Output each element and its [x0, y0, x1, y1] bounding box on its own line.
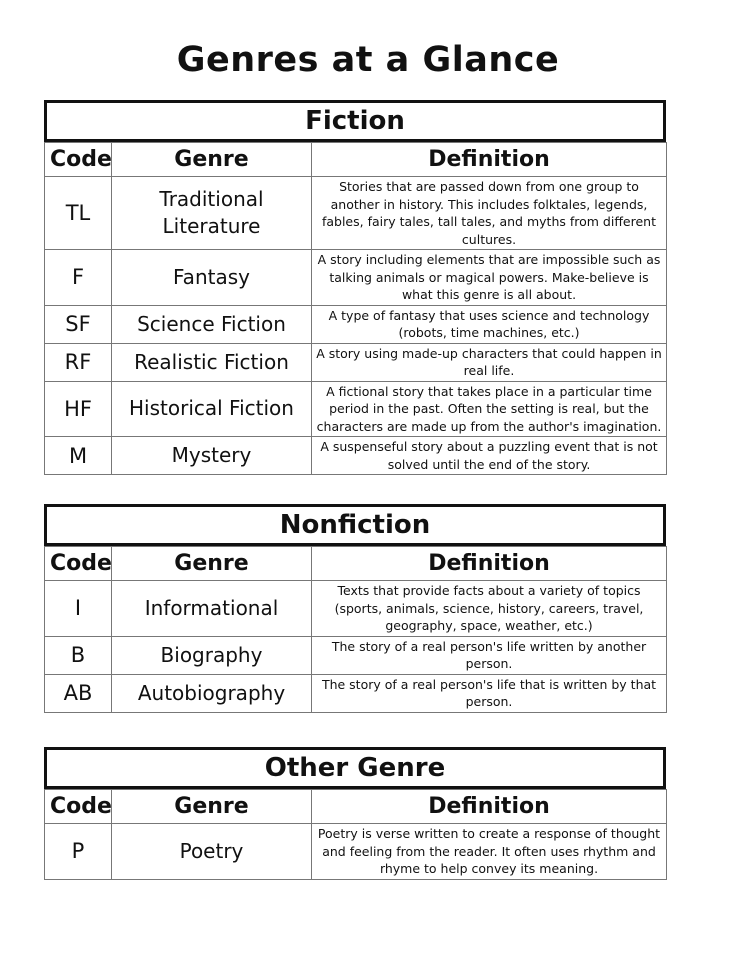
- genre-column-header: Genre: [112, 790, 312, 824]
- genre-code: HF: [45, 381, 112, 437]
- table-row: [45, 250, 667, 306]
- genre-name: Science Fiction: [112, 305, 312, 343]
- genre-name: Informational: [112, 581, 312, 637]
- genre-definition: The story of a real person's life written by another person.: [312, 636, 667, 674]
- genre-name: Biography: [112, 636, 312, 674]
- code-column-header: Code: [45, 547, 112, 581]
- table-row: [45, 437, 667, 475]
- nonfiction-section: [44, 504, 666, 713]
- page-title: Genres at a Glance: [176, 40, 560, 80]
- code-column-header: Code: [45, 790, 112, 824]
- other-genre-table: [44, 789, 667, 880]
- genre-name: Traditional Literature: [112, 177, 312, 250]
- nonfiction-header: Nonfiction: [44, 504, 666, 546]
- definition-column-header: Definition: [312, 790, 667, 824]
- genre-code: B: [45, 636, 112, 674]
- fiction-table: [44, 142, 667, 475]
- genre-definition: Texts that provide facts about a variety of topics (sports, animals, science, history, careers, travel, geography, space, weather, etc.): [312, 581, 667, 637]
- genre-code: SF: [45, 305, 112, 343]
- table-row: [45, 824, 667, 880]
- genre-code: RF: [45, 343, 112, 381]
- genre-definition: Poetry is verse written to create a response of thought and feeling from the reader. It often uses rhythm and rhyme to help convey its meaning.: [312, 824, 667, 880]
- table-row: [45, 343, 667, 381]
- genre-code: TL: [45, 177, 112, 250]
- table-header-row: [45, 790, 667, 824]
- genre-name: Realistic Fiction: [112, 343, 312, 381]
- genre-code: I: [45, 581, 112, 637]
- definition-column-header: Definition: [312, 143, 667, 177]
- table-row: [45, 381, 667, 437]
- genre-definition: A fictional story that takes place in a particular time period in the past. Often the setting is real, but the characters are made up from the author's imagination.: [312, 381, 667, 437]
- genre-code: F: [45, 250, 112, 306]
- genre-code: AB: [45, 674, 112, 712]
- table-row: [45, 177, 667, 250]
- nonfiction-table: [44, 546, 667, 713]
- genre-definition: A story using made-up characters that could happen in real life.: [312, 343, 667, 381]
- genre-definition: A suspenseful story about a puzzling event that is not solved until the end of the story.: [312, 437, 667, 475]
- genre-code: M: [45, 437, 112, 475]
- table-header-row: [45, 143, 667, 177]
- genre-column-header: Genre: [112, 143, 312, 177]
- genre-name: Historical Fiction: [112, 381, 312, 437]
- genre-name: Autobiography: [112, 674, 312, 712]
- table-row: [45, 305, 667, 343]
- genre-definition: A story including elements that are impossible such as talking animals or magical powers. Make-believe is what this genre is all about.: [312, 250, 667, 306]
- definition-column-header: Definition: [312, 547, 667, 581]
- genre-code: P: [45, 824, 112, 880]
- genre-column-header: Genre: [112, 547, 312, 581]
- genre-definition: Stories that are passed down from one group to another in history. This includes folktales, legends, fables, fairy tales, tall tales, and myths from different cultures.: [312, 177, 667, 250]
- other-genre-header: Other Genre: [44, 747, 666, 789]
- genre-name: Poetry: [112, 824, 312, 880]
- code-column-header: Code: [45, 143, 112, 177]
- table-row: [45, 674, 667, 712]
- fiction-section: [44, 100, 666, 475]
- genre-definition: A type of fantasy that uses science and technology (robots, time machines, etc.): [312, 305, 667, 343]
- genre-name: Fantasy: [112, 250, 312, 306]
- fiction-header: Fiction: [44, 100, 666, 142]
- genre-name: Mystery: [112, 437, 312, 475]
- table-row: [45, 636, 667, 674]
- genre-definition: The story of a real person's life that is written by that person.: [312, 674, 667, 712]
- table-header-row: [45, 547, 667, 581]
- other-genre-section: [44, 747, 666, 880]
- table-row: [45, 581, 667, 637]
